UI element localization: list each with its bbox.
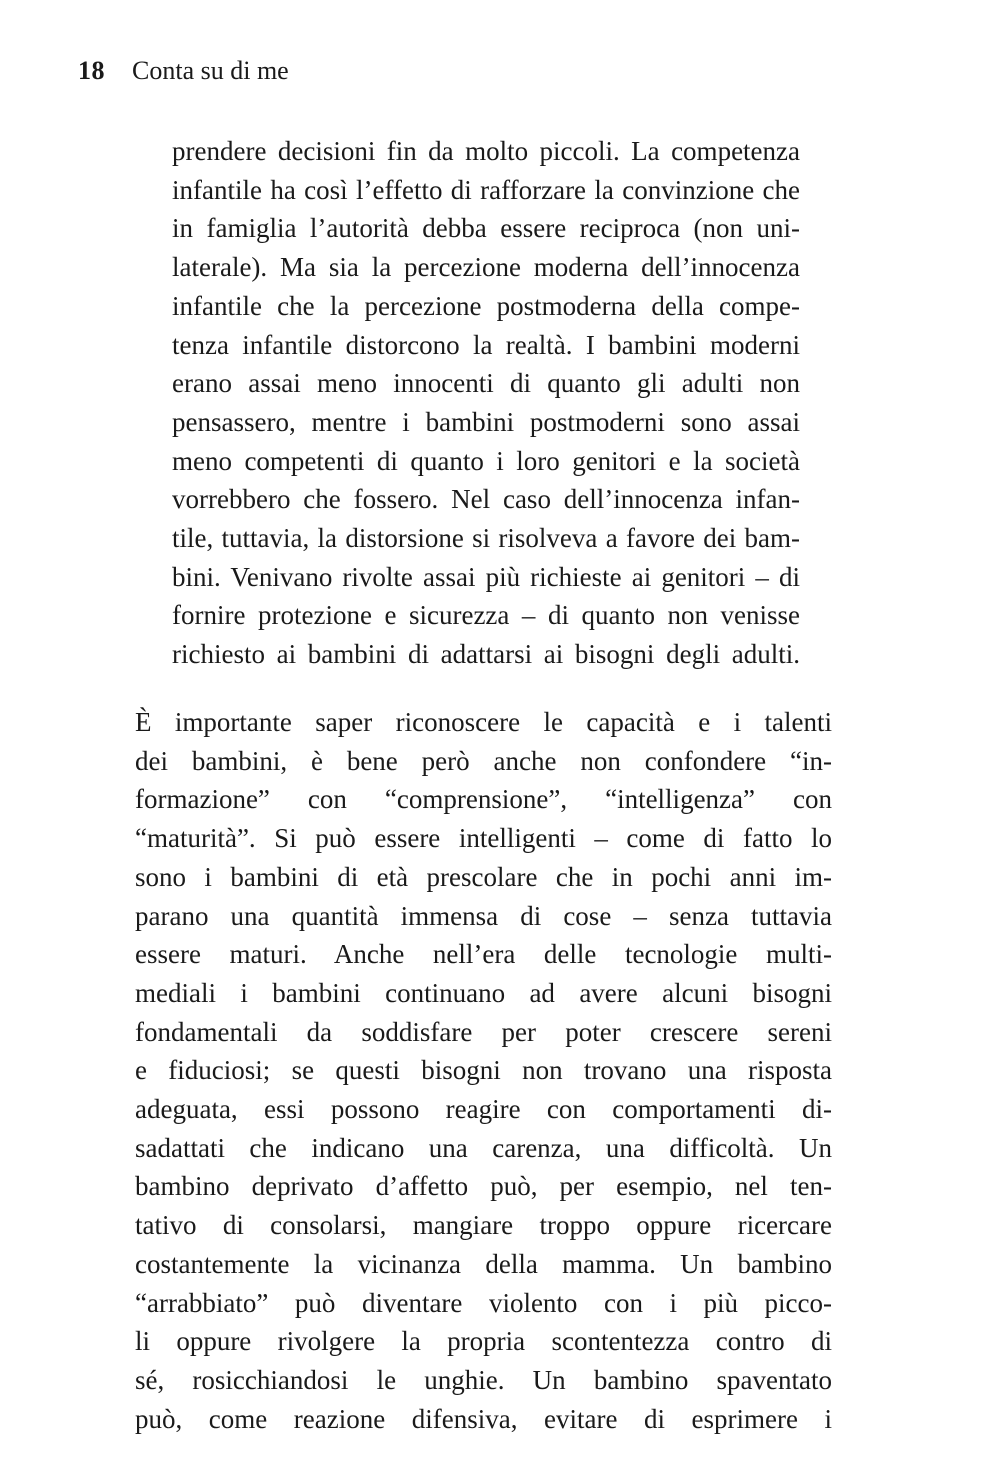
text-line: sono i bambini di età prescolare che in pochi anni im- [135, 861, 832, 892]
text-line: sé, rosicchiandosi le unghie. Un bambino spaventato [135, 1364, 832, 1395]
text-line: tativo di consolarsi, mangiare troppo oppure ricercare [135, 1210, 832, 1241]
text-line: in famiglia l’autorità debba essere reciproca (non uni- [172, 213, 800, 244]
text-line: e fiduciosi; se questi bisogni non trovano una risposta [135, 1055, 832, 1086]
text-line: fondamentali da soddisfare per poter crescere sereni [135, 1016, 832, 1047]
text-line: parano una quantità immensa di cose – senza tuttavia [135, 900, 832, 931]
page-header [78, 55, 289, 87]
text-line: vorrebbero che fossero. Nel caso dell’innocenza infan- [172, 484, 800, 515]
running-title: Conta su di me [132, 56, 289, 85]
text-line: È importante saper riconoscere le capacità e i talenti [135, 707, 832, 737]
text-line: essere maturi. Anche nell’era delle tecnologie multi- [135, 939, 832, 970]
text-line: bini. Venivano rivolte assai più richieste ai genitori – di [172, 561, 800, 592]
text-line: tenza infantile distorcono la realtà. I bambini moderni [172, 329, 800, 360]
text-line: infantile ha così l’effetto di rafforzare la convinzione che [172, 174, 800, 205]
text-line: “maturità”. Si può essere intelligenti – come di fatto lo [135, 823, 832, 854]
text-line: tile, tuttavia, la distorsione si risolveva a favore dei bam- [172, 523, 800, 554]
main-paragraph [135, 703, 832, 1438]
text-line: “arrabbiato” può diventare violento con i più picco- [135, 1287, 832, 1318]
text-line: costantemente la vicinanza della mamma. Un bambino [135, 1248, 832, 1279]
page-number: 18 [78, 56, 105, 85]
text-line: meno competenti di quanto i loro genitori e la società [172, 445, 800, 476]
text-line: infantile che la percezione postmoderna della compe- [172, 290, 800, 321]
text-line: mediali i bambini continuano ad avere alcuni bisogni [135, 977, 832, 1008]
text-line: bambino deprivato d’affetto può, per esempio, nel ten- [135, 1171, 832, 1202]
text-line: può, come reazione difensiva, evitare di esprimere i [135, 1403, 832, 1434]
text-line: sadattati che indicano una carenza, una difficoltà. Un [135, 1132, 832, 1163]
text-line: prendere decisioni fin da molto piccoli. La competenza [172, 136, 800, 166]
text-line: adeguata, essi possono reagire con comportamenti di- [135, 1094, 832, 1125]
text-line: richiesto ai bambini di adattarsi ai bisogni degli adulti. [172, 639, 800, 670]
text-line: fornire protezione e sicurezza – di quanto non venisse [172, 600, 800, 631]
text-line: li oppure rivolgere la propria scontentezza contro di [135, 1326, 832, 1357]
quote-paragraph [172, 132, 800, 674]
text-line: laterale). Ma sia la percezione moderna dell’innocenza [172, 252, 800, 283]
text-line: pensassero, mentre i bambini postmoderni sono assai [172, 406, 800, 437]
text-line: erano assai meno innocenti di quanto gli adulti non [172, 368, 800, 399]
text-line: formazione” con “comprensione”, “intelligenza” con [135, 784, 832, 815]
text-line: dei bambini, è bene però anche non confondere “in- [135, 745, 832, 776]
